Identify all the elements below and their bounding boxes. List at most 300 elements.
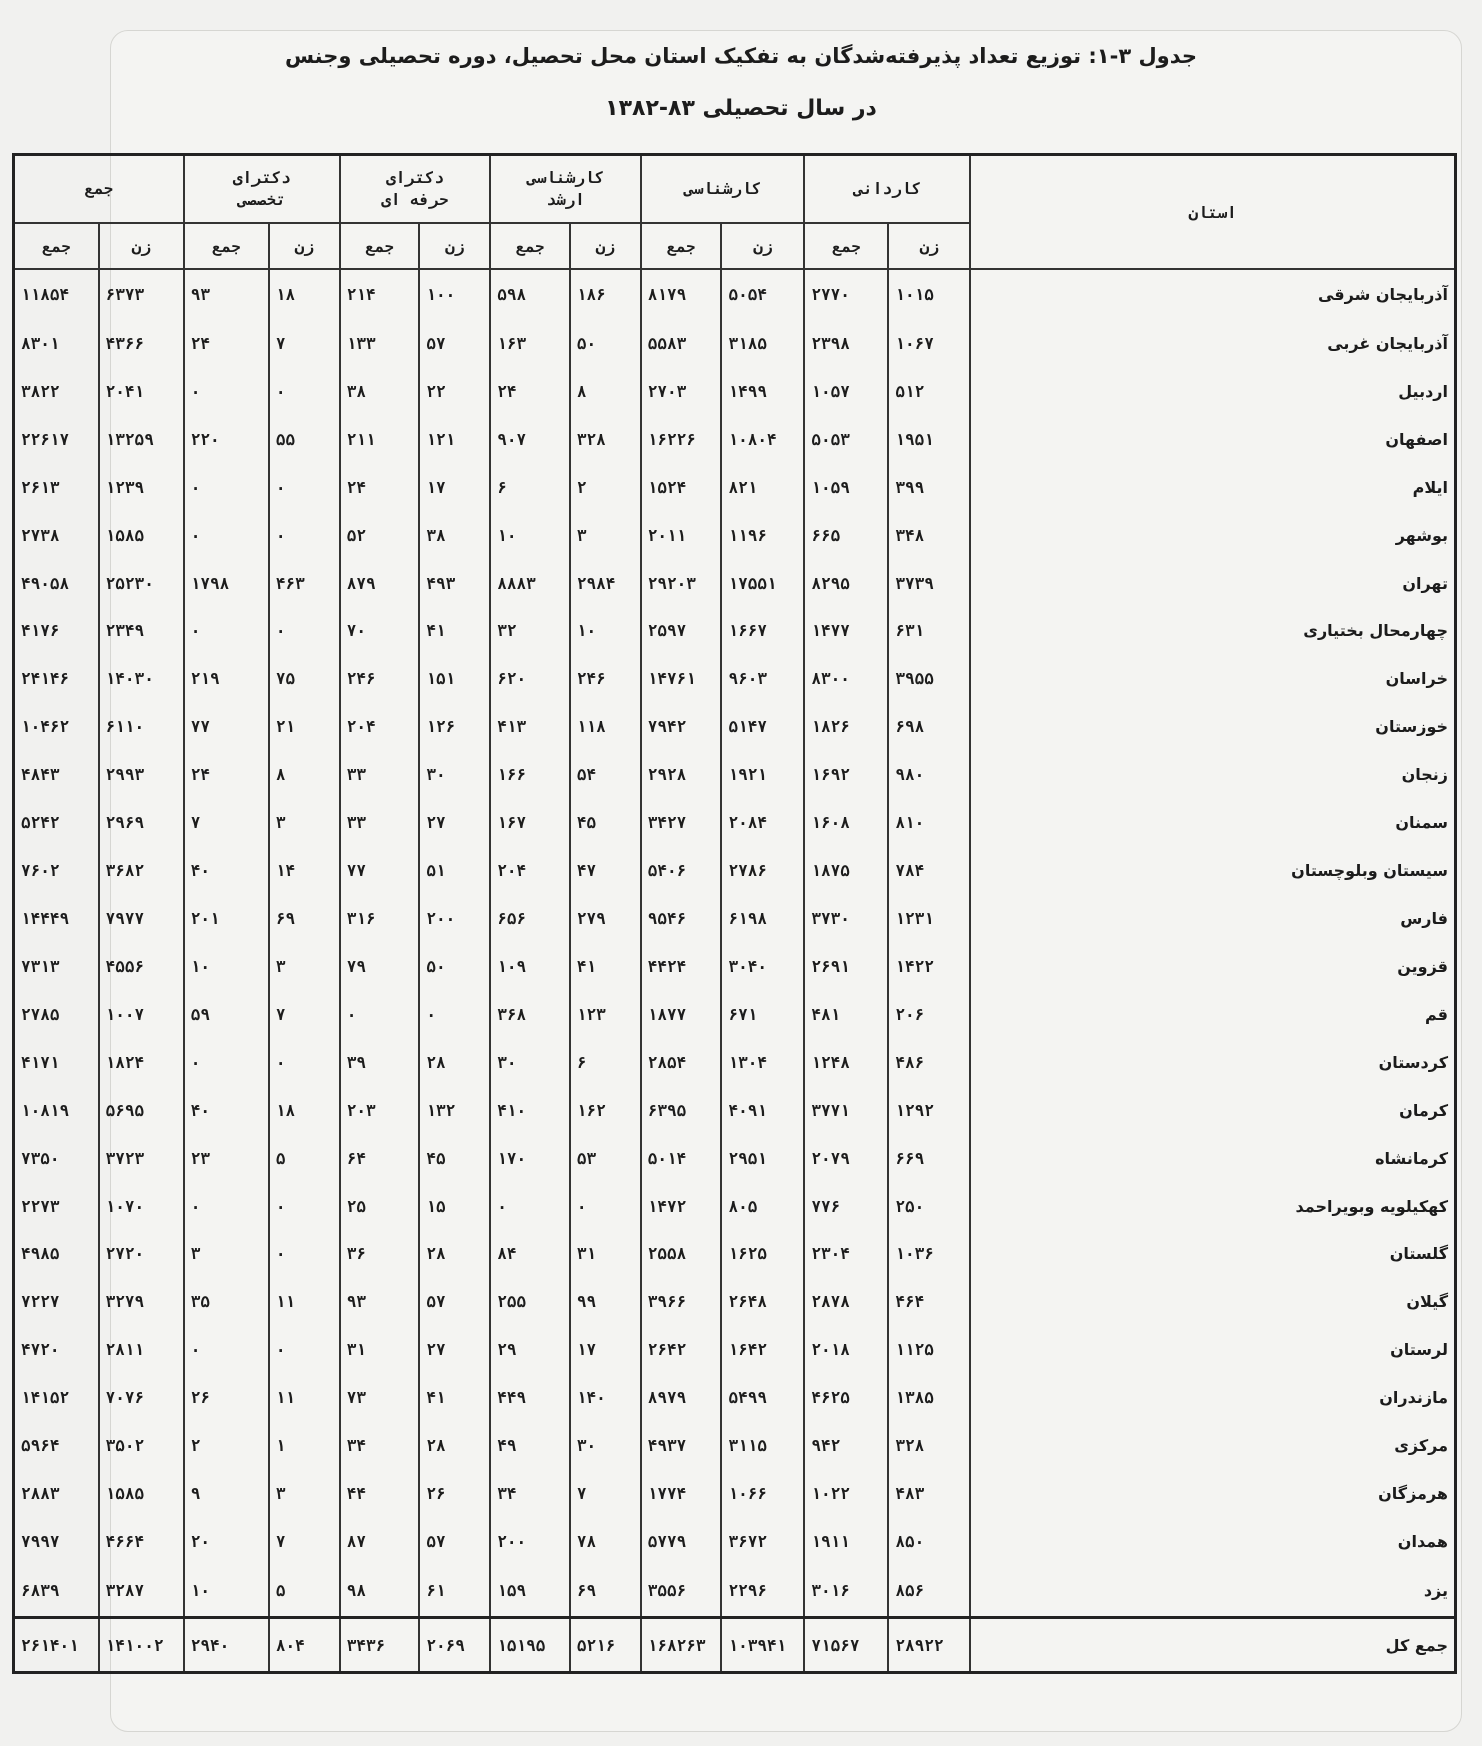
value-cell: ۷۰۷۶ xyxy=(99,1374,184,1422)
table-row xyxy=(14,511,1456,559)
province-cell: قزوین xyxy=(970,942,1455,990)
value-cell: ۸۷۹ xyxy=(340,559,420,607)
value-cell: ۵۲۱۶ xyxy=(570,1618,641,1673)
table-body xyxy=(14,269,1456,1673)
value-cell: ۲۵۵۸ xyxy=(641,1230,722,1278)
value-cell: ۲۵ xyxy=(340,1182,420,1230)
value-cell: ۰ xyxy=(269,1326,340,1374)
value-cell: ۳۲۸ xyxy=(570,415,641,463)
value-cell: ۲۸۸۳ xyxy=(14,1470,99,1518)
value-cell: ۵۴ xyxy=(570,751,641,799)
value-cell: ۲۷۲۰ xyxy=(99,1230,184,1278)
value-cell: ۴۱۰ xyxy=(490,1086,570,1134)
value-cell: ۱۷۰ xyxy=(490,1134,570,1182)
value-cell: ۱۰ xyxy=(184,1565,269,1617)
group-header: کارشناسی ارشد xyxy=(490,155,641,224)
province-cell: کرمان xyxy=(970,1086,1455,1134)
value-cell: ۵۷ xyxy=(419,1518,490,1566)
value-cell: ۷۹۹۷ xyxy=(14,1518,99,1566)
total-label: جمع کل xyxy=(970,1618,1455,1673)
value-cell: ۶۴ xyxy=(340,1134,420,1182)
province-cell: مازندران xyxy=(970,1374,1455,1422)
value-cell: ۲۶ xyxy=(419,1470,490,1518)
value-cell: ۵۱۴۷ xyxy=(721,703,804,751)
value-cell: ۱۱۲۵ xyxy=(888,1326,970,1374)
value-cell: ۶۶۹ xyxy=(888,1134,970,1182)
province-cell: آذربایجان غربی xyxy=(970,319,1455,367)
value-cell: ۵۰۵۴ xyxy=(721,269,804,319)
value-cell: ۱۷۷۴ xyxy=(641,1470,722,1518)
value-cell: ۱۴۷۶۱ xyxy=(641,655,722,703)
value-cell: ۲۰۳ xyxy=(340,1086,420,1134)
value-cell: ۲۲۰ xyxy=(184,415,269,463)
group-header: جمع xyxy=(14,155,184,224)
value-cell: ۶ xyxy=(570,1038,641,1086)
value-cell: ۳۲۸ xyxy=(888,1422,970,1470)
value-cell: ۳۶۷۲ xyxy=(721,1518,804,1566)
total-header: جمع xyxy=(641,223,722,269)
value-cell: ۶۱ xyxy=(419,1565,490,1617)
value-cell: ۵۲ xyxy=(340,511,420,559)
value-cell: ۱۵۹ xyxy=(490,1565,570,1617)
value-cell: ۵۰ xyxy=(419,942,490,990)
value-cell: ۵۶۹۵ xyxy=(99,1086,184,1134)
value-cell: ۷ xyxy=(570,1470,641,1518)
value-cell: ۱۳۲۵۹ xyxy=(99,415,184,463)
value-cell: ۴۹ xyxy=(490,1422,570,1470)
value-cell: ۴۱ xyxy=(419,607,490,655)
value-cell: ۲۴ xyxy=(184,751,269,799)
value-cell: ۳۰۴۰ xyxy=(721,942,804,990)
value-cell: ۴۱۷۱ xyxy=(14,1038,99,1086)
value-cell: ۱۸۷۷ xyxy=(641,990,722,1038)
value-cell: ۲۰۱ xyxy=(184,895,269,943)
value-cell: ۳۴۸ xyxy=(888,511,970,559)
value-cell: ۱۰۵۹ xyxy=(804,463,888,511)
value-cell: ۶۹ xyxy=(269,895,340,943)
value-cell: ۲۸۷۸ xyxy=(804,1278,888,1326)
value-cell: ۹ xyxy=(184,1470,269,1518)
value-cell: ۲۵۹۷ xyxy=(641,607,722,655)
value-cell: ۲۲۶۱۷ xyxy=(14,415,99,463)
province-cell: چهارمحال بختیاری xyxy=(970,607,1455,655)
value-cell: ۲۰۱۸ xyxy=(804,1326,888,1374)
value-cell: ۲۹۵۱ xyxy=(721,1134,804,1182)
value-cell: ۴۳۶۶ xyxy=(99,319,184,367)
value-cell: ۲۱۱ xyxy=(340,415,420,463)
value-cell: ۵۹۸ xyxy=(490,269,570,319)
province-cell: زنجان xyxy=(970,751,1455,799)
group-header: کاردانی xyxy=(804,155,970,224)
value-cell: ۱۶۹۲ xyxy=(804,751,888,799)
value-cell: ۳۰ xyxy=(490,1038,570,1086)
value-cell: ۳۵۵۶ xyxy=(641,1565,722,1617)
value-cell: ۳۲۷۹ xyxy=(99,1278,184,1326)
value-cell: ۴۷۲۰ xyxy=(14,1326,99,1374)
value-cell: ۵۲۴۲ xyxy=(14,799,99,847)
admissions-table xyxy=(12,153,1457,1674)
value-cell: ۱۴۷۲ xyxy=(641,1182,722,1230)
table-row xyxy=(14,942,1456,990)
value-cell: ۱۶۷ xyxy=(490,799,570,847)
value-cell: ۱۰۶۷ xyxy=(888,319,970,367)
value-cell: ۲ xyxy=(570,463,641,511)
value-cell: ۱۶۸۲۶۳ xyxy=(641,1618,722,1673)
value-cell: ۷۰ xyxy=(340,607,420,655)
value-cell: ۲۳ xyxy=(184,1134,269,1182)
table-row xyxy=(14,799,1456,847)
value-cell: ۱۰ xyxy=(570,607,641,655)
value-cell: ۸۳۰۰ xyxy=(804,655,888,703)
value-cell: ۱۶۶۷ xyxy=(721,607,804,655)
value-cell: ۱۸۲۶ xyxy=(804,703,888,751)
value-cell: ۲۱۴ xyxy=(340,269,420,319)
value-cell: ۳ xyxy=(269,1470,340,1518)
table-row xyxy=(14,269,1456,319)
value-cell: ۳۹ xyxy=(340,1038,420,1086)
value-cell: ۲۹۲۰۳ xyxy=(641,559,722,607)
value-cell: ۲۷ xyxy=(419,799,490,847)
value-cell: ۱۶۲۵ xyxy=(721,1230,804,1278)
total-row xyxy=(14,1618,1456,1673)
value-cell: ۱۶۲ xyxy=(570,1086,641,1134)
value-cell: ۱۷۹۸ xyxy=(184,559,269,607)
value-cell: ۳۴۲۷ xyxy=(641,799,722,847)
value-cell: ۷۵ xyxy=(269,655,340,703)
value-cell: ۰ xyxy=(269,463,340,511)
value-cell: ۰ xyxy=(419,990,490,1038)
value-cell: ۴۸۴۳ xyxy=(14,751,99,799)
province-cell: سمنان xyxy=(970,799,1455,847)
value-cell: ۲۹۴۰ xyxy=(184,1618,269,1673)
value-cell: ۱۰ xyxy=(184,942,269,990)
value-cell: ۴۵ xyxy=(570,799,641,847)
value-cell: ۶۳۱ xyxy=(888,607,970,655)
value-cell: ۰ xyxy=(184,607,269,655)
value-cell: ۱۰۸۱۹ xyxy=(14,1086,99,1134)
value-cell: ۴۰۹۱ xyxy=(721,1086,804,1134)
value-cell: ۱۲۹۲ xyxy=(888,1086,970,1134)
value-cell: ۹۰۷ xyxy=(490,415,570,463)
value-cell: ۷۳ xyxy=(340,1374,420,1422)
value-cell: ۲۷۹ xyxy=(570,895,641,943)
table-row xyxy=(14,319,1456,367)
value-cell: ۱۰۴۶۲ xyxy=(14,703,99,751)
value-cell: ۱۳۲ xyxy=(419,1086,490,1134)
value-cell: ۴۸۳ xyxy=(888,1470,970,1518)
value-cell: ۴۰ xyxy=(184,847,269,895)
value-cell: ۳۰۱۶ xyxy=(804,1565,888,1617)
value-cell: ۶۱۱۰ xyxy=(99,703,184,751)
value-cell: ۳۳ xyxy=(340,751,420,799)
value-cell: ۹۳ xyxy=(340,1278,420,1326)
value-cell: ۲۶۱۳ xyxy=(14,463,99,511)
value-cell: ۱۸۶ xyxy=(570,269,641,319)
value-cell: ۱۴۰ xyxy=(570,1374,641,1422)
value-cell: ۲۰۷۹ xyxy=(804,1134,888,1182)
value-cell: ۹۶۰۳ xyxy=(721,655,804,703)
value-cell: ۱۹۱۱ xyxy=(804,1518,888,1566)
value-cell: ۸ xyxy=(570,367,641,415)
value-cell: ۷۷ xyxy=(340,847,420,895)
table-row xyxy=(14,559,1456,607)
value-cell: ۲۶۱۴۰۱ xyxy=(14,1618,99,1673)
value-cell: ۴۹۳ xyxy=(419,559,490,607)
value-cell: ۸۰۵ xyxy=(721,1182,804,1230)
value-cell: ۵۰۱۴ xyxy=(641,1134,722,1182)
value-cell: ۴۴۹ xyxy=(490,1374,570,1422)
value-cell: ۰ xyxy=(269,367,340,415)
value-cell: ۱۲۳۱ xyxy=(888,895,970,943)
table-row xyxy=(14,895,1456,943)
value-cell: ۱۶۲۲۶ xyxy=(641,415,722,463)
value-cell: ۰ xyxy=(269,1182,340,1230)
table-row xyxy=(14,1470,1456,1518)
value-cell: ۸۷ xyxy=(340,1518,420,1566)
value-cell: ۱۹۲۱ xyxy=(721,751,804,799)
value-cell: ۱۴۹۹ xyxy=(721,367,804,415)
value-cell: ۱۵۸۵ xyxy=(99,1470,184,1518)
value-cell: ۸ xyxy=(269,751,340,799)
value-cell: ۲۸۹۲۲ xyxy=(888,1618,970,1673)
value-cell: ۶۹ xyxy=(570,1565,641,1617)
table-row xyxy=(14,1422,1456,1470)
value-cell: ۴۱۳ xyxy=(490,703,570,751)
value-cell: ۹۸ xyxy=(340,1565,420,1617)
value-cell: ۳۱ xyxy=(570,1230,641,1278)
value-cell: ۲۰۴ xyxy=(490,847,570,895)
value-cell: ۱۳۸۵ xyxy=(888,1374,970,1422)
value-cell: ۳۵۰۲ xyxy=(99,1422,184,1470)
value-cell: ۲۴۱۴۶ xyxy=(14,655,99,703)
value-cell: ۱۵۸۵ xyxy=(99,511,184,559)
value-cell: ۶۸۳۹ xyxy=(14,1565,99,1617)
value-cell: ۸۵۰ xyxy=(888,1518,970,1566)
value-cell: ۷۶۰۲ xyxy=(14,847,99,895)
value-cell: ۳۷۳۰ xyxy=(804,895,888,943)
value-cell: ۵۷ xyxy=(419,319,490,367)
group-header: دکترای تخصصی xyxy=(184,155,340,224)
value-cell: ۱۵۱۹۵ xyxy=(490,1618,570,1673)
value-cell: ۵۷ xyxy=(419,1278,490,1326)
province-cell: فارس xyxy=(970,895,1455,943)
value-cell: ۱۳۰۴ xyxy=(721,1038,804,1086)
table-row xyxy=(14,1278,1456,1326)
value-cell: ۷۳۱۳ xyxy=(14,942,99,990)
value-cell: ۲۶۴۸ xyxy=(721,1278,804,1326)
value-cell: ۱۴۲۲ xyxy=(888,942,970,990)
table-row xyxy=(14,1134,1456,1182)
table-row xyxy=(14,367,1456,415)
province-cell: لرستان xyxy=(970,1326,1455,1374)
value-cell: ۱۴۰۳۰ xyxy=(99,655,184,703)
value-cell: ۳ xyxy=(184,1230,269,1278)
value-cell: ۱۴۴۴۹ xyxy=(14,895,99,943)
table-row xyxy=(14,655,1456,703)
province-cell: آذربایجان شرقی xyxy=(970,269,1455,319)
value-cell: ۳۰ xyxy=(419,751,490,799)
female-header: زن xyxy=(721,223,804,269)
value-cell: ۱۰۷۰ xyxy=(99,1182,184,1230)
value-cell: ۳ xyxy=(269,799,340,847)
value-cell: ۷۲۲۷ xyxy=(14,1278,99,1326)
value-cell: ۳۴ xyxy=(490,1470,570,1518)
value-cell: ۱۹۵۱ xyxy=(888,415,970,463)
value-cell: ۸۳۰۱ xyxy=(14,319,99,367)
value-cell: ۰ xyxy=(184,511,269,559)
value-cell: ۰ xyxy=(184,1182,269,1230)
province-cell: تهران xyxy=(970,559,1455,607)
value-cell: ۴۹۳۷ xyxy=(641,1422,722,1470)
table-row xyxy=(14,847,1456,895)
value-cell: ۷۹ xyxy=(340,942,420,990)
value-cell: ۲۸ xyxy=(419,1230,490,1278)
province-cell: هرمزگان xyxy=(970,1470,1455,1518)
total-header: جمع xyxy=(184,223,269,269)
value-cell: ۷ xyxy=(269,990,340,1038)
table-row xyxy=(14,751,1456,799)
value-cell: ۶ xyxy=(490,463,570,511)
value-cell: ۵۳ xyxy=(570,1134,641,1182)
value-cell: ۲۴۶ xyxy=(570,655,641,703)
value-cell: ۳۸ xyxy=(419,511,490,559)
value-cell: ۰ xyxy=(269,1230,340,1278)
female-header: زن xyxy=(570,223,641,269)
province-cell: ایلام xyxy=(970,463,1455,511)
female-header: زن xyxy=(888,223,970,269)
value-cell: ۱۰۳۶ xyxy=(888,1230,970,1278)
value-cell: ۵۹ xyxy=(184,990,269,1038)
value-cell: ۰ xyxy=(269,607,340,655)
value-cell: ۸۱۷۹ xyxy=(641,269,722,319)
group-header: کارشناسی xyxy=(641,155,805,224)
value-cell: ۲۶۹۱ xyxy=(804,942,888,990)
value-cell: ۱۶۶ xyxy=(490,751,570,799)
value-cell: ۵ xyxy=(269,1565,340,1617)
value-cell: ۸۸۸۳ xyxy=(490,559,570,607)
value-cell: ۳۹۶۶ xyxy=(641,1278,722,1326)
value-cell: ۳۱۱۵ xyxy=(721,1422,804,1470)
value-cell: ۷ xyxy=(269,319,340,367)
value-cell: ۳۴۳۶ xyxy=(340,1618,420,1673)
value-cell: ۰ xyxy=(184,1038,269,1086)
value-cell: ۴۱ xyxy=(570,942,641,990)
value-cell: ۱۴ xyxy=(269,847,340,895)
value-cell: ۴۰ xyxy=(184,1086,269,1134)
value-cell: ۹۸۰ xyxy=(888,751,970,799)
value-cell: ۲۰۶۹ xyxy=(419,1618,490,1673)
value-cell: ۵۰۵۳ xyxy=(804,415,888,463)
value-cell: ۱۰۶۶ xyxy=(721,1470,804,1518)
value-cell: ۴۱ xyxy=(419,1374,490,1422)
table-row xyxy=(14,607,1456,655)
value-cell: ۱۰۲۲ xyxy=(804,1470,888,1518)
value-cell: ۱۳۳ xyxy=(340,319,420,367)
value-cell: ۱۰ xyxy=(490,511,570,559)
value-cell: ۳۱۸۵ xyxy=(721,319,804,367)
value-cell: ۹۵۴۶ xyxy=(641,895,722,943)
table-row xyxy=(14,1374,1456,1422)
value-cell: ۲۸ xyxy=(419,1038,490,1086)
value-cell: ۶۵۶ xyxy=(490,895,570,943)
table-row xyxy=(14,1565,1456,1617)
value-cell: ۱۸ xyxy=(269,1086,340,1134)
value-cell: ۲۴ xyxy=(340,463,420,511)
value-cell: ۷ xyxy=(184,799,269,847)
province-cell: اردبیل xyxy=(970,367,1455,415)
table-row xyxy=(14,1230,1456,1278)
value-cell: ۸۱۰ xyxy=(888,799,970,847)
table-row xyxy=(14,990,1456,1038)
value-cell: ۹۳ xyxy=(184,269,269,319)
province-cell: اصفهان xyxy=(970,415,1455,463)
value-cell: ۷۷ xyxy=(184,703,269,751)
province-cell: یزد xyxy=(970,1565,1455,1617)
value-cell: ۱۲۴۸ xyxy=(804,1038,888,1086)
table-subtitle: در سال تحصیلی ۸۳-۱۳۸۲ xyxy=(605,96,877,121)
value-cell: ۰ xyxy=(269,511,340,559)
value-cell: ۳۶ xyxy=(340,1230,420,1278)
value-cell: ۲۷۷۰ xyxy=(804,269,888,319)
value-cell: ۴۹۸۵ xyxy=(14,1230,99,1278)
value-cell: ۵۱ xyxy=(419,847,490,895)
value-cell: ۵۴۰۶ xyxy=(641,847,722,895)
province-cell: گیلان xyxy=(970,1278,1455,1326)
value-cell: ۶۳۹۵ xyxy=(641,1086,722,1134)
value-cell: ۸۲۹۵ xyxy=(804,559,888,607)
value-cell: ۶۲۰ xyxy=(490,655,570,703)
value-cell: ۲۱۹ xyxy=(184,655,269,703)
value-cell: ۰ xyxy=(184,1326,269,1374)
table-row xyxy=(14,1326,1456,1374)
value-cell: ۲۰۱۱ xyxy=(641,511,722,559)
value-cell: ۷۱۵۶۷ xyxy=(804,1618,888,1673)
value-cell: ۱۵۱ xyxy=(419,655,490,703)
value-cell: ۲۰۴ xyxy=(340,703,420,751)
value-cell: ۲۳۴۹ xyxy=(99,607,184,655)
value-cell: ۲۰۶ xyxy=(888,990,970,1038)
value-cell: ۱۴۷۷ xyxy=(804,607,888,655)
value-cell: ۱۰۳۹۴۱ xyxy=(721,1618,804,1673)
total-header: جمع xyxy=(14,223,99,269)
value-cell: ۳۸ xyxy=(340,367,420,415)
table-row xyxy=(14,1518,1456,1566)
value-cell: ۵۴۹۹ xyxy=(721,1374,804,1422)
total-header: جمع xyxy=(340,223,420,269)
value-cell: ۱۲۳۹ xyxy=(99,463,184,511)
total-header: جمع xyxy=(804,223,888,269)
value-cell: ۳۹۹ xyxy=(888,463,970,511)
value-cell: ۵۵ xyxy=(269,415,340,463)
province-cell: کردستان xyxy=(970,1038,1455,1086)
table-row xyxy=(14,1182,1456,1230)
value-cell: ۱۲۳ xyxy=(570,990,641,1038)
value-cell: ۲۷۰۳ xyxy=(641,367,722,415)
value-cell: ۴۴ xyxy=(340,1470,420,1518)
value-cell: ۰ xyxy=(184,463,269,511)
value-cell: ۲۶ xyxy=(184,1374,269,1422)
value-cell: ۴۶۴ xyxy=(888,1278,970,1326)
value-cell: ۴۵ xyxy=(419,1134,490,1182)
table-row xyxy=(14,1038,1456,1086)
value-cell: ۹۴۲ xyxy=(804,1422,888,1470)
value-cell: ۲۰ xyxy=(184,1518,269,1566)
value-cell: ۱۴۱۵۲ xyxy=(14,1374,99,1422)
value-cell: ۳ xyxy=(570,511,641,559)
value-cell: ۲ xyxy=(184,1422,269,1470)
value-cell: ۲۲۷۳ xyxy=(14,1182,99,1230)
value-cell: ۴۷ xyxy=(570,847,641,895)
